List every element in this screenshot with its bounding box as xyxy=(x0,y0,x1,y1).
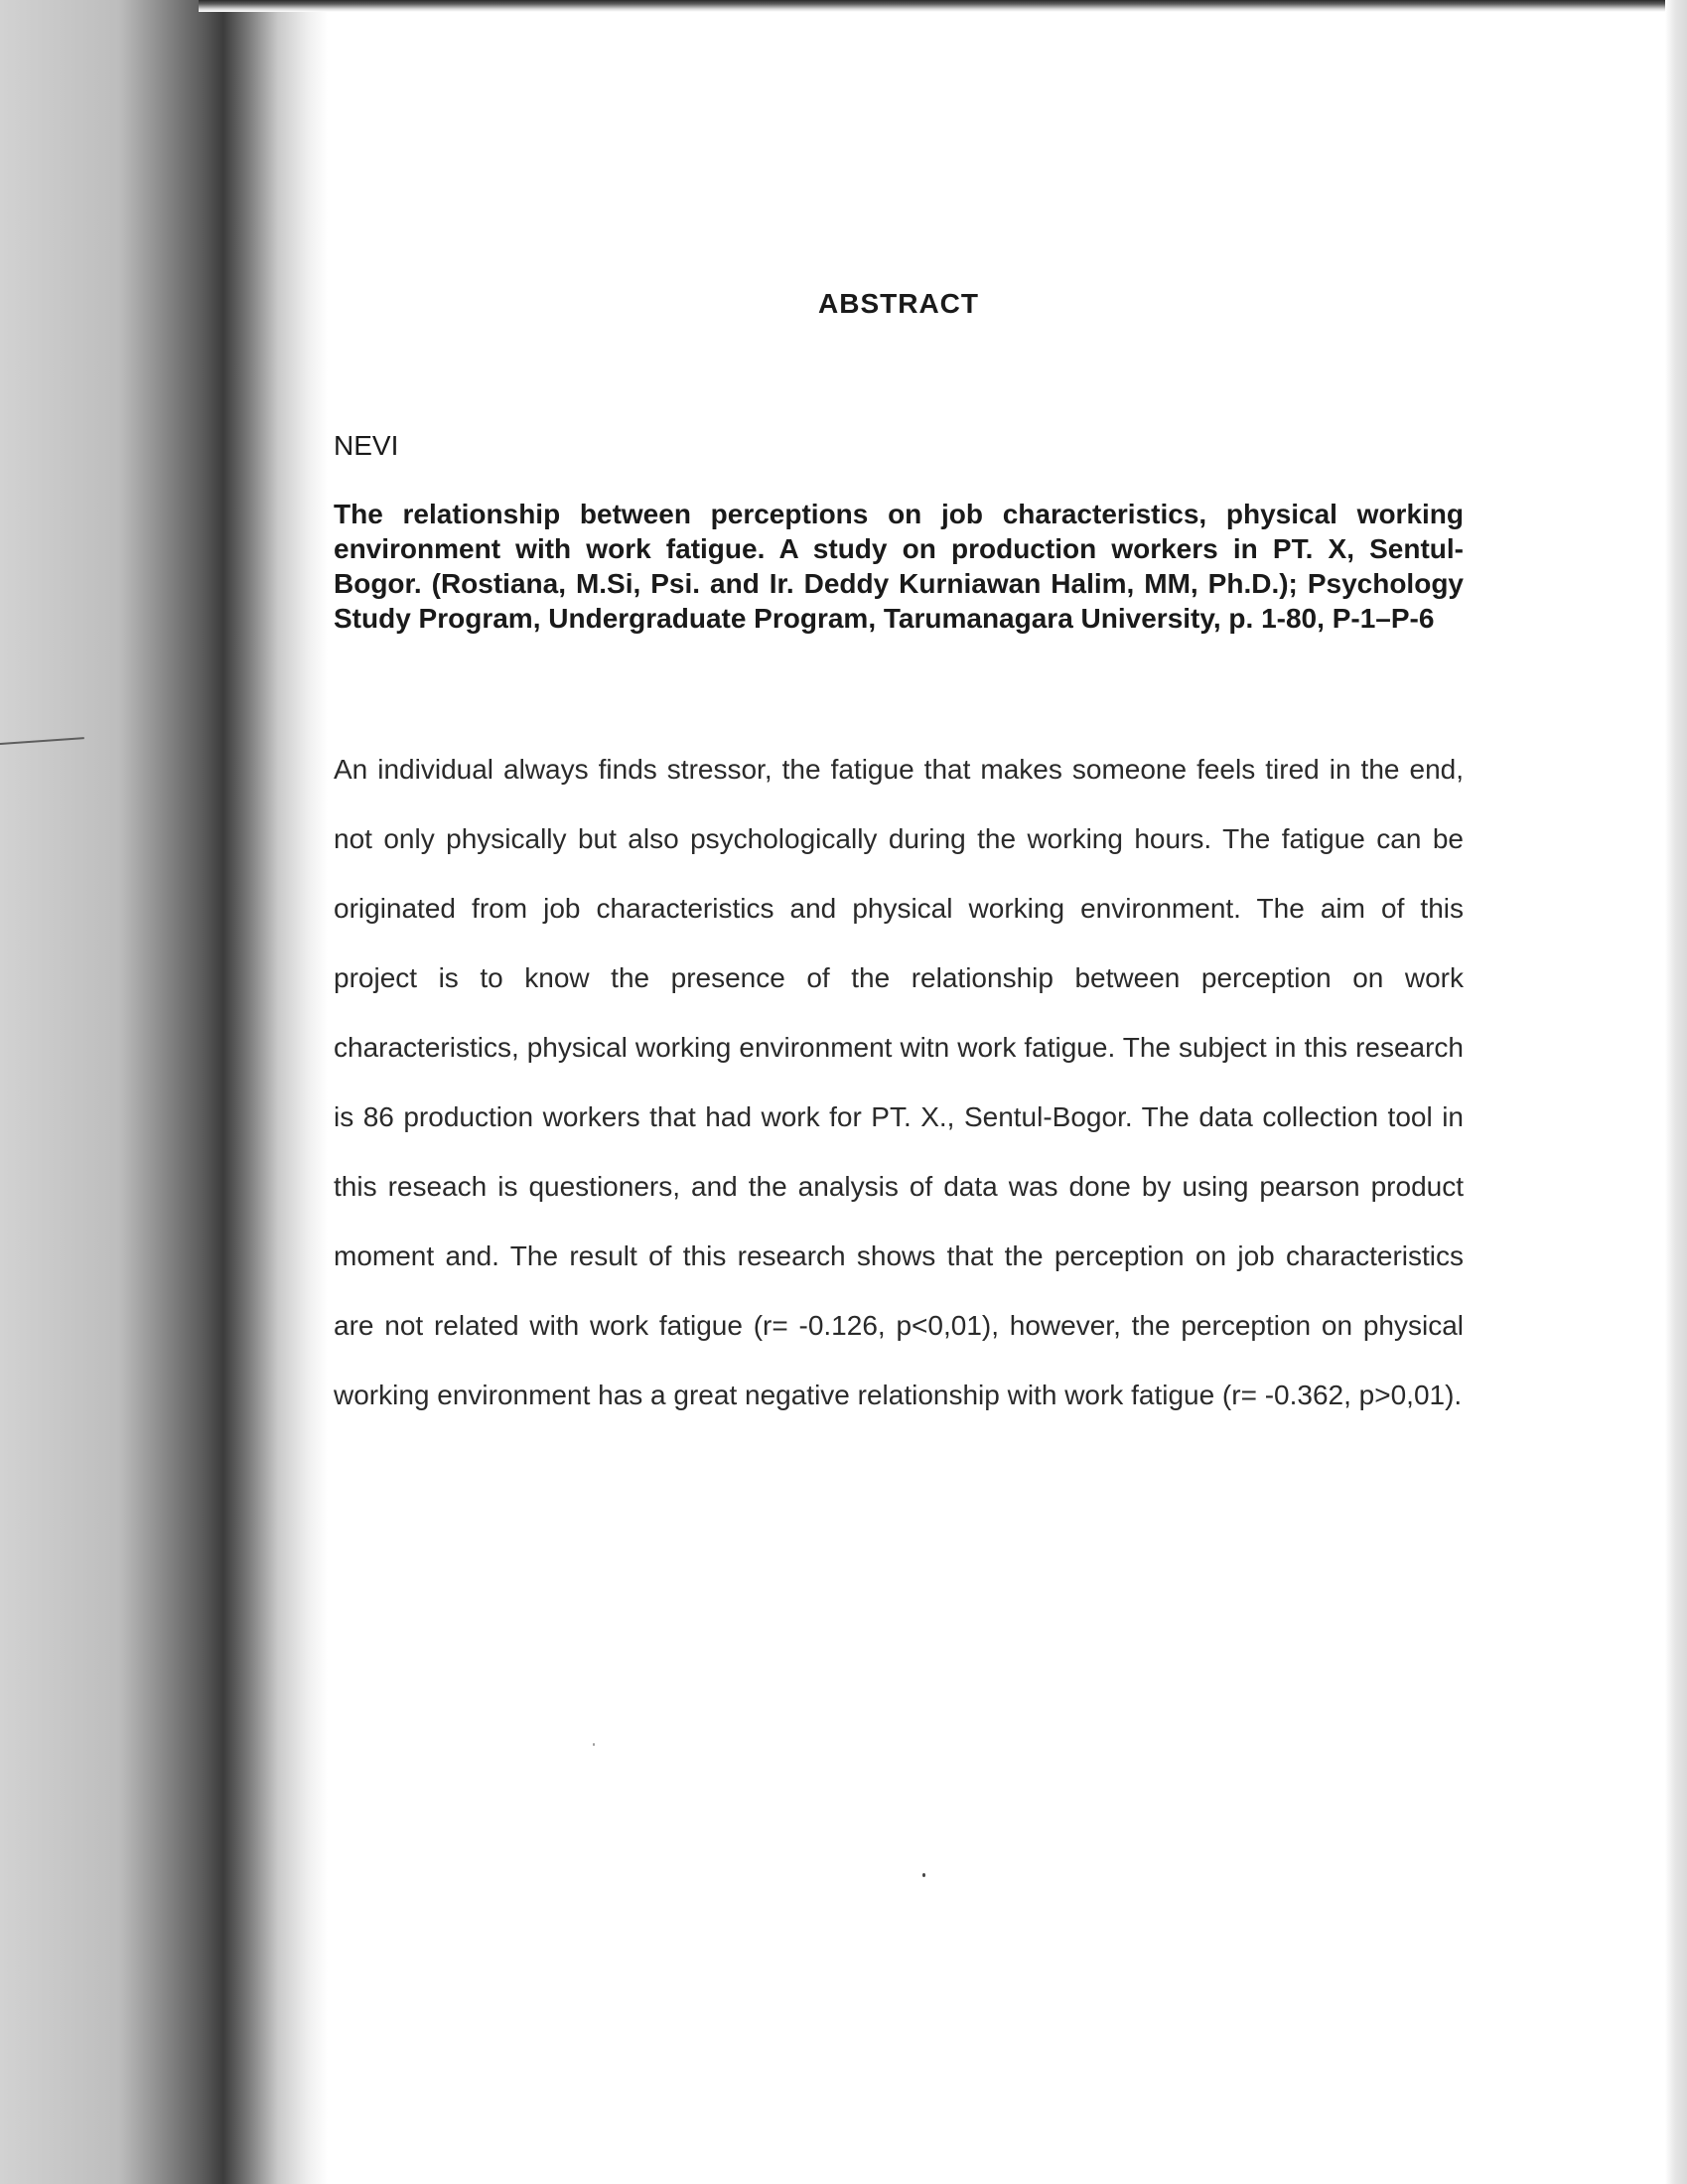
page-right-edge xyxy=(1665,0,1687,2184)
scan-speck xyxy=(593,1743,595,1746)
binding-shadow xyxy=(0,0,328,2184)
scan-speck xyxy=(922,1873,925,1877)
citation: The relationship between perceptions on job characteristics, physical working environment with work fatigue. A study on production workers in PT. X, Sentul- Bogor. (Rostiana, M.Si, Psi. and Ir. Deddy Kurniawan Halim, MM, Ph.D.); Psychology Study Program, Undergraduate Program, Tarumanagara University, p. 1-80, P-1–P-6 xyxy=(334,499,1464,634)
page-title: ABSTRACT xyxy=(818,288,979,319)
abstract-body: An individual always finds stressor, the fatigue that makes someone feels tired in the end, not only physically but also psychologically during the working hours. The fatigue can be originated from job characteristics and physical working environment. The aim of this project is to know the presence of the relationship between perception on work characteristics, physical working environment witn work fatigue. The subject in this research is 86 production workers that had work for PT. X., Sentul-Bogor. The data collection tool in this reseach is questioners, and the analysis of data was done by using pearson product moment and. The result of this research shows that the perception on job characteristics are not related with work fatigue (r= -0.126, p<0,01), however, the perception on physical working environment has a great negative relationship with work fatigue (r= -0.362, p>0,01). xyxy=(334,754,1464,1410)
author-name: NEVI xyxy=(334,430,399,461)
page-top-edge xyxy=(199,0,1687,12)
